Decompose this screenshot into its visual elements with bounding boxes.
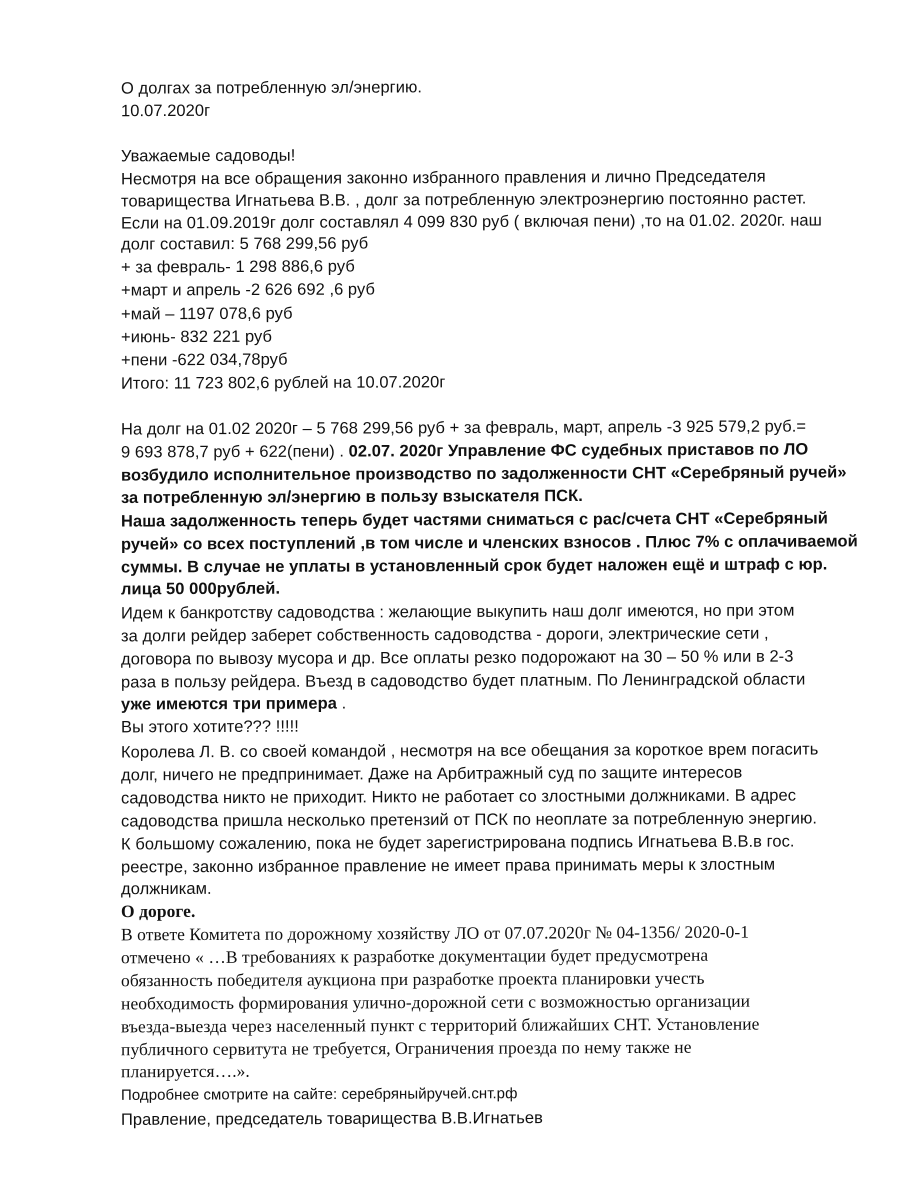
breakdown-item: + за февраль- 1 298 886,6 руб: [120, 257, 355, 277]
bankruptcy-line: Идем к банкротству садоводства : желающие выкупить наш долг имеются, но при этом: [120, 601, 795, 623]
document-date: 10.07.2020г: [120, 101, 211, 121]
examples-tail: .: [336, 694, 347, 713]
road-line: необходимость формирования улично-дорожной сети с возможностью организации: [120, 990, 751, 1014]
more-info: [121, 1083, 518, 1107]
summary-line: На долг на 01.02 2020г – 5 768 299,56 руб + за февраль, март, апрель -3 925 579,2 руб.=: [120, 417, 807, 439]
korolyova-line: долг, ничего не предпринимает. Даже на Арбитражный суд по защите интересов: [120, 763, 743, 785]
bankruptcy-line: договора по вывозу мусора и др. Все оплаты резко подорожают на 30 – 50 % или в 2-3: [120, 647, 794, 669]
breakdown-item: +июнь- 832 221 руб: [120, 327, 273, 347]
breakdown-total: Итого: 11 723 802,6 рублей на 10.07.2020г: [120, 373, 446, 393]
bailiff-line: Наша задолженность теперь будет частями сниматься с рас/счета СНТ «Серебряный: [120, 509, 828, 531]
breakdown-item: +пени -622 034,78руб: [120, 350, 288, 370]
document-title: О долгах за потребленную эл/энергию.: [120, 78, 423, 98]
road-line: В ответе Комитета по дорожному хозяйству ЛО от 07.07.2020г № 04-1356/ 2020-0-1: [120, 921, 750, 945]
bankruptcy-examples: [121, 693, 346, 716]
bailiff-line: за потребленную эл/энергию в пользу взыскателя ПСК.: [120, 486, 583, 508]
summary-amount: 9 693 878,7 руб + 622(пени) .: [120, 442, 349, 462]
summary-bailiff-notice: 02.07. 2020г Управление ФС судебных приставов по ЛО: [348, 440, 809, 461]
rhetorical-question: Вы этого хотите??? !!!!!: [120, 717, 299, 737]
intro-line: Несмотря на все обращения законно избранного правления и лично Председателя: [120, 167, 766, 189]
breakdown-item: +март и апрель -2 626 692 ,6 руб: [120, 280, 375, 300]
more-info-label: Подробнее смотрите на сайте:: [120, 1085, 342, 1104]
road-line: обязанность победителя аукциона при разработке проекта планировки учесть: [120, 967, 705, 991]
intro-line: товарищества Игнатьева В.В. , долг за потребленную электроэнергию постоянно растет.: [120, 189, 807, 211]
road-line: въезда-выезда через населенный пункт с территорий ближайших СНТ. Установление: [120, 1013, 760, 1037]
signature: Правление, председатель товарищества В.В.Игнатьев: [120, 1109, 543, 1129]
website-link: серебряныйручей.снт.рф: [341, 1085, 518, 1103]
summary-line: [121, 439, 808, 464]
bailiff-line: возбудило исполнительное производство по задолженности СНТ «Серебряный ручей»: [120, 463, 847, 485]
road-heading: О дороге.: [120, 900, 196, 922]
bailiff-line: лица 50 000рублей.: [120, 579, 281, 599]
examples-bold: уже имеются три примера: [120, 694, 337, 714]
regret-line: должникам.: [120, 879, 212, 899]
road-line: отмечено « …В требованиях к разработке документации будет предусмотрена: [120, 944, 709, 968]
intro-line: Если на 01.09.2019г долг составлял 4 099 830 руб ( включая пени) ,то на 01.02. 2020г. наш: [120, 211, 822, 233]
intro-line: долг составил: 5 768 299,56 руб: [120, 234, 369, 254]
korolyova-line: садоводства пришла несколько претензий от ПСК по неоплате за потребленную энергию.: [120, 809, 818, 831]
road-line: планируется….».: [120, 1060, 250, 1082]
korolyova-line: садоводства никто не приходит. Никто не работает со злостными должниками. В адрес: [120, 786, 797, 808]
greeting: Уважаемые садоводы!: [120, 146, 296, 166]
bailiff-line: ручей» со всех поступлений ,в том числе и членских взносов . Плюс 7% с оплачиваемой: [120, 532, 858, 554]
bankruptcy-line: за долги рейдер заберет собственность садоводства - дороги, электрические сети ,: [120, 624, 769, 646]
breakdown-item: +май – 1197 078,6 руб: [120, 304, 293, 324]
regret-line: реестре, законно избранное правление не имеет права принимать меры к злостным: [120, 855, 776, 877]
bankruptcy-line: раза в пользу рейдера. Въезд в садоводство будет платным. По Ленинградской области: [120, 670, 806, 692]
bailiff-line: суммы. В случае не уплаты в установленный срок будет наложен ещё и штраф с юр.: [120, 555, 828, 577]
korolyova-line: Королева Л. В. со своей командой , несмотря на все обещания за короткое врем погасить: [120, 740, 819, 762]
regret-line: К большому сожалению, пока не будет зарегистрирована подпись Игнатьева В.В.в гос.: [120, 832, 795, 854]
road-line: публичного сервитута не требуется, Ограничения проезда по нему также не: [120, 1036, 692, 1060]
